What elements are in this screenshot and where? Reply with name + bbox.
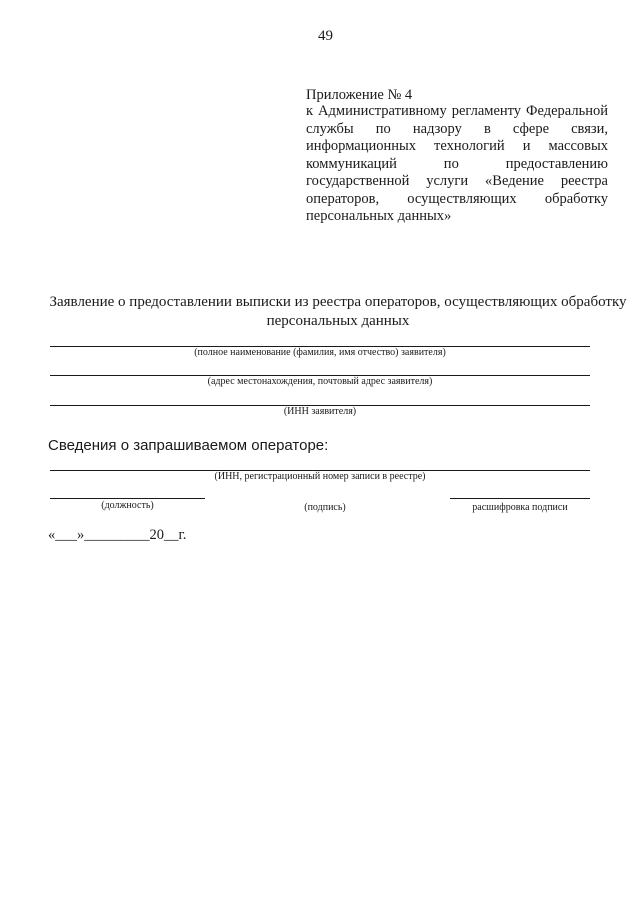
page-number: 49 (318, 28, 333, 44)
position-caption: (должность) (101, 500, 154, 511)
position-line (50, 498, 205, 499)
operator-info-heading: Сведения о запрашиваемом операторе: (48, 437, 329, 454)
operator-inn-caption: (ИНН, регистрационный номер записи в реестре) (214, 471, 426, 482)
appendix-text: к Административному регламенту Федеральной службы по надзору в сфере связи, информационных технологий и массовых коммуникаций по предоставлению государственной услуги «Ведение реестра операторов, осуществляющих обработку персональных данных» (306, 103, 608, 224)
signature-caption: (подпись) (304, 502, 346, 513)
full-name-caption: (полное наименование (фамилия, имя отчество) заявителя) (194, 347, 446, 358)
signature-decoding-caption: расшифровка подписи (472, 502, 568, 513)
application-title: Заявление о предоставлении выписки из реестра операторов, осуществляющих обработку персональных данных (49, 294, 627, 329)
signature-decoding-line (450, 498, 590, 499)
inn-caption: (ИНН заявителя) (283, 406, 357, 417)
address-caption: (адрес местонахождения, почтовый адрес заявителя) (207, 376, 433, 387)
appendix-title: Приложение № 4 (306, 87, 413, 103)
date-line: «___»_________20__г. (48, 527, 187, 543)
